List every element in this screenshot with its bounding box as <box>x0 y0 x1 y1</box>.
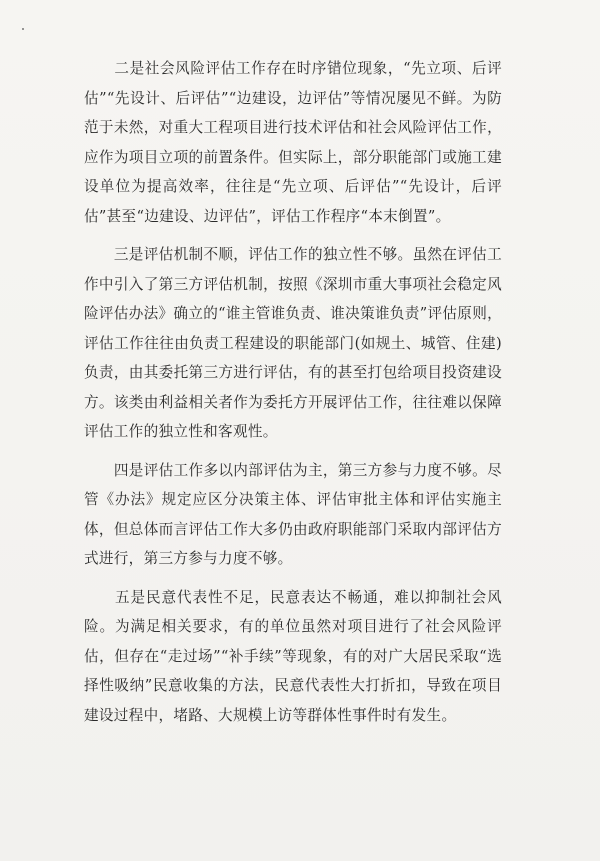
document-body <box>84 54 502 739</box>
paragraph-5: 五是民意代表性不足，民意表达不畅通，难以抑制社会风险。为满足相关要求，有的单位虽然对项目进行了社会风险评估，但存在“走过场”“补手续”等现象，有的对广大居民采取“选择性吸纳”民意收集的方法，民意代表性大打折扣，导致在项目建设过程中，堵路、大规模上访等群体性事件时有发生。 <box>84 588 502 724</box>
paragraph-2: 二是社会风险评估工作存在时序错位现象，“先立项、后评估”“先设计、后评估”“边建设，边评估”等情况屡见不鲜。为防范于未然，对重大工程项目进行技术评估和社会风险评估工作，应作为项目立项的前置条件。但实际上，部分职能部门或施工建设单位为提高效率，往往是“先立项、后评估”“先设计，后评估”甚至“边建设、边评估”，评估工作程序“本末倒置”。 <box>84 60 502 225</box>
paragraph-3: 三是评估机制不顺，评估工作的独立性不够。虽然在评估工作中引入了第三方评估机制，按照《深圳市重大事项社会稳定风险评估办法》确立的“谁主管谁负责、谁决策谁负责”评估原则，评估工作往往由负责工程建设的职能部门(如规土、城管、住建)负责，由其委托第三方进行评估，有的甚至打包给项目投资建设方。该类由利益相关者作为委托方开展评估工作，往往难以保障评估工作的独立性和客观性。 <box>84 246 502 440</box>
scan-speck <box>22 28 24 30</box>
paragraph-4: 四是评估工作多以内部评估为主，第三方参与力度不够。尽管《办法》规定应区分决策主体、评估审批主体和评估实施主体，但总体而言评估工作大多仍由政府职能部门采取内部评估方式进行，第三方参与力度不够。 <box>84 461 502 567</box>
